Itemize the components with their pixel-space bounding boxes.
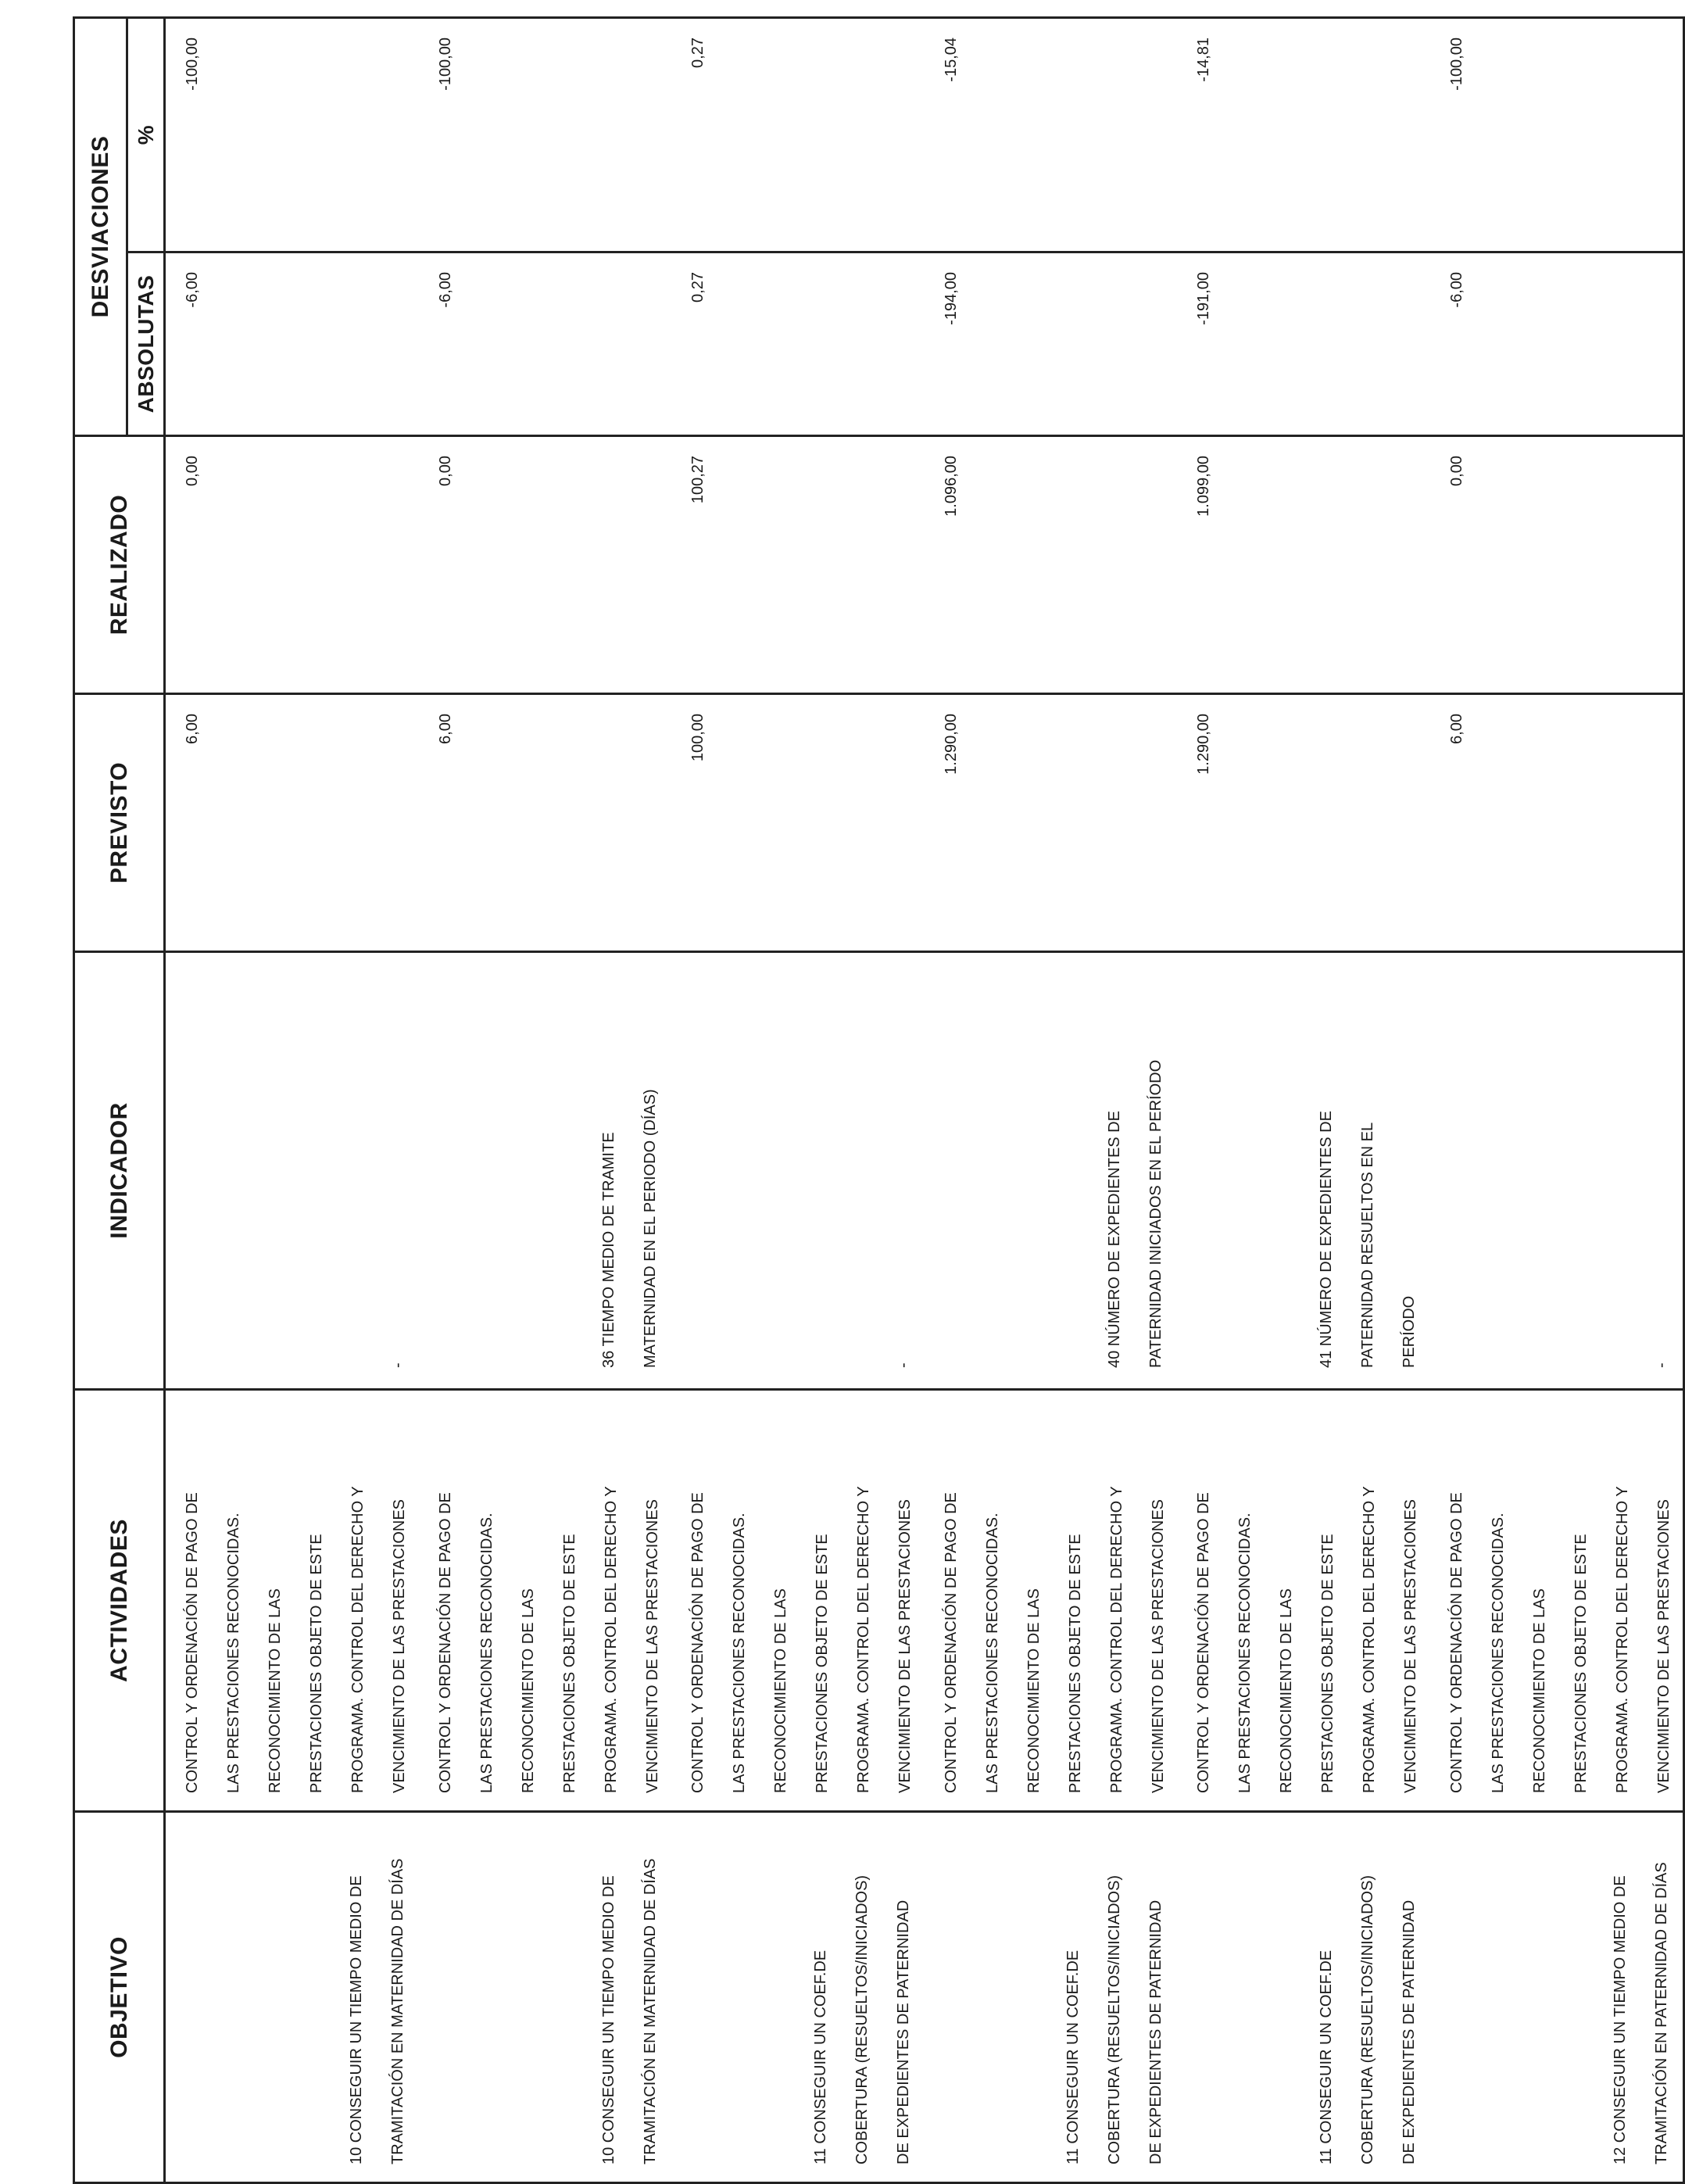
absolutas-value: -6,00 [184, 272, 201, 308]
actividades-text: CONTROL Y ORDENACIÓN DE PAGO DE LAS PRESTACIONES RECONOCIDAS. RECONOCIMIENTO DE LAS PRESTACIONES OBJETO DE ESTE PROGRAMA. CONTROL DEL DERECHO Y VENCIMIENTO DE LAS PRESTACIONES [436, 1486, 661, 1793]
header-realizado: REALIZADO [74, 436, 165, 694]
table-row [1430, 1813, 1683, 2182]
previsto-value: 6,00 [436, 714, 454, 744]
header-desviaciones: DESVIACIONES [74, 18, 127, 436]
absolutas-value: 0,27 [689, 272, 707, 303]
absolutas-column [165, 252, 1684, 436]
porcentaje-value: -100,00 [1447, 38, 1465, 91]
previsto-value: 6,00 [1447, 714, 1465, 744]
indicador-text: 41 NÚMERO DE EXPEDIENTES DE PATERNIDAD RESUELTOS EN EL PERÍODO [1317, 1111, 1418, 1368]
table-row [671, 1813, 925, 2182]
previsto-column [165, 694, 1684, 952]
porcentaje-value: -100,00 [436, 38, 454, 91]
porcentaje-value: 0,27 [689, 38, 707, 68]
table-row [419, 1813, 672, 2182]
actividades-text: CONTROL Y ORDENACIÓN DE PAGO DE LAS PRESTACIONES RECONOCIDAS. RECONOCIMIENTO DE LAS PRESTACIONES OBJETO DE ESTE PROGRAMA. CONTROL DEL DERECHO Y VENCIMIENTO DE LAS PRESTACIONES [1447, 1486, 1672, 1793]
actividades-text: CONTROL Y ORDENACIÓN DE PAGO DE LAS PRESTACIONES RECONOCIDAS. RECONOCIMIENTO DE LAS PRESTACIONES OBJETO DE ESTE PROGRAMA. CONTROL DEL DERECHO Y VENCIMIENTO DE LAS PRESTACIONES [1195, 1486, 1419, 1793]
indicador-column [165, 952, 1684, 1390]
objetivo-text: 10 CONSEGUIR UN TIEMPO MEDIO DE TRAMITACIÓN EN MATERNIDAD DE DÍAS [347, 1858, 406, 2164]
header-objetivo: OBJETIVO [74, 1812, 165, 2183]
porcentaje-value: -15,04 [942, 38, 960, 82]
table-row [166, 1813, 419, 2182]
absolutas-value: -191,00 [1195, 272, 1212, 325]
realizado-value: 0,00 [184, 456, 201, 486]
objetivo-column [165, 1812, 1684, 2183]
actividades-text: CONTROL Y ORDENACIÓN DE PAGO DE LAS PRESTACIONES RECONOCIDAS. RECONOCIMIENTO DE LAS PRESTACIONES OBJETO DE ESTE PROGRAMA. CONTROL DEL DERECHO Y VENCIMIENTO DE LAS PRESTACIONES [184, 1486, 408, 1793]
realizado-value: 0,00 [1447, 456, 1465, 486]
indicador-text: 36 TIEMPO MEDIO DE TRAMITE MATERNIDAD EN EL PERIODO (DÍAS) [600, 1089, 659, 1368]
realizado-value: 1.099,00 [1195, 456, 1212, 517]
objetivo-text: 12 CONSEGUIR UN TIEMPO MEDIO DE TRAMITACIÓN EN PATERNIDAD DE DÍAS [1612, 1862, 1670, 2164]
indicador-text: 40 NÚMERO DE EXPEDIENTES DE PATERNIDAD INICIADOS EN EL PERÍODO [1106, 1059, 1164, 1368]
realizado-value: 1.096,00 [942, 456, 960, 517]
indicador-text: - [1653, 1362, 1670, 1368]
objetivo-text: 11 CONSEGUIR UN COEF.DE COBERTURA (RESUELTOS/INICIADOS) DE EXPEDIENTES DE PATERNIDAD [811, 1874, 912, 2164]
previsto-value: 1.290,00 [1195, 714, 1212, 775]
absolutas-value: -194,00 [942, 272, 960, 325]
header-absolutas: ABSOLUTAS [127, 252, 165, 436]
header-previsto: PREVISTO [74, 694, 165, 952]
actividades-column [165, 1390, 1684, 1812]
realizado-value: 100,27 [689, 456, 707, 504]
header-actividades: ACTIVIDADES [74, 1390, 165, 1812]
objetivo-text: 10 CONSEGUIR UN TIEMPO MEDIO DE TRAMITACIÓN EN MATERNIDAD DE DÍAS [600, 1858, 659, 2164]
rotated-page [73, 19, 1683, 2184]
table-row [925, 1813, 1178, 2182]
actividades-text: CONTROL Y ORDENACIÓN DE PAGO DE LAS PRESTACIONES RECONOCIDAS. RECONOCIMIENTO DE LAS PRESTACIONES OBJETO DE ESTE PROGRAMA. CONTROL DEL DERECHO Y VENCIMIENTO DE LAS PRESTACIONES [689, 1486, 914, 1793]
realizado-column [165, 436, 1684, 694]
porcentaje-column [165, 18, 1684, 252]
porcentaje-value: -14,81 [1195, 38, 1212, 82]
previsto-value: 6,00 [184, 714, 201, 744]
header-indicador: INDICADOR [74, 952, 165, 1390]
indicador-text: - [388, 1362, 406, 1368]
previsto-value: 1.290,00 [942, 714, 960, 775]
absolutas-value: -6,00 [436, 272, 454, 308]
indicador-text: - [894, 1362, 912, 1368]
header-porcentaje: % [127, 18, 165, 252]
realizado-value: 0,00 [436, 456, 454, 486]
objetivo-text: 11 CONSEGUIR UN COEF.DE COBERTURA (RESUELTOS/INICIADOS) DE EXPEDIENTES DE PATERNIDAD [1064, 1874, 1164, 2164]
previsto-value: 100,00 [689, 714, 707, 762]
table-row [1177, 1813, 1430, 2182]
actividades-text: CONTROL Y ORDENACIÓN DE PAGO DE LAS PRESTACIONES RECONOCIDAS. RECONOCIMIENTO DE LAS PRESTACIONES OBJETO DE ESTE PROGRAMA. CONTROL DEL DERECHO Y VENCIMIENTO DE LAS PRESTACIONES [942, 1486, 1167, 1793]
porcentaje-value: -100,00 [184, 38, 201, 91]
objetivo-text: 11 CONSEGUIR UN COEF.DE COBERTURA (RESUELTOS/INICIADOS) DE EXPEDIENTES DE PATERNIDAD [1317, 1874, 1418, 2164]
objectives-table [73, 16, 1685, 2184]
absolutas-value: -6,00 [1447, 272, 1465, 308]
